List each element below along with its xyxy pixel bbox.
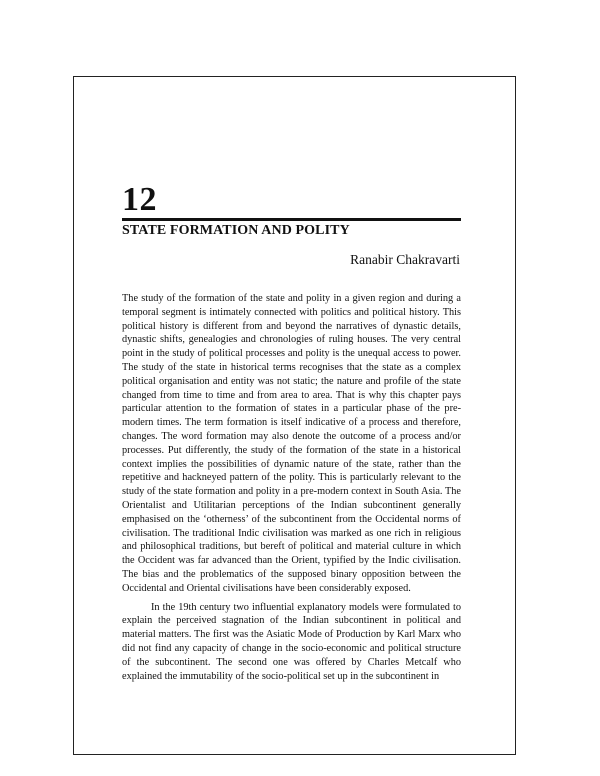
chapter-title: STATE FORMATION AND POLITY (122, 223, 350, 238)
body-text (122, 292, 461, 683)
chapter-heading-rule (122, 218, 461, 221)
paragraph: In the 19th century two influential explanatory models were formulated to explain the perceived stagnation of the Indian subcontinent in political and material matters. The first was the Asiatic Mode of Production by Karl Marx who did not find any capacity of change in the socio-economic and political structure of the subcontinent. The second one was offered by Charles Metcalf who explained the immutability of the socio-political set up in the subcontinent in (122, 601, 461, 682)
author-name: Ranabir Chakravarti (350, 252, 460, 267)
paragraph: The study of the formation of the state and polity in a given region and during a temporal segment is intimately connected with politics and political history. This political history is different from and beyond the narratives of dynastic details, dynastic shifts, genealogies and chronologies of ruling houses. The very central point in the study of political processes and polity is the unequal access to power. The study of the state in historical terms recognises that the state as a complex political organisation and entity was not static; the nature and profile of the state changed from time to time and from area to area. That is why this chapter pays particular attention to the formation of states in a particular phase of the pre-modern times. The term formation is itself indicative of a process and therefore, changes. The word formation may also denote the outcome of a process and/or processes. Put differently, the study of the formation of the state in a historical context implies the possibilities of dynamic nature of the state, rather than the repetitive and hackneyed pattern of the polity. This is particularly relevant to the study of the state formation and polity in a pre-modern context in South Asia. The Orientalist and Utilitarian perceptions of the Indian subcontinent generally emphasised on the ‘otherness’ of the subcontinent from the Occidental norms of civilisation. The traditional Indic civilisation was marked as one rich in religious and philosophical traditions, but bereft of political and material culture in which the Occident was far advanced than the Orient, typified by the Indic civilisation. The bias and the problematics of the supposed binary opposition between the Occidental and Oriental civilisations have been considerably exposed. (122, 293, 461, 594)
chapter-number: 12 (122, 181, 157, 218)
